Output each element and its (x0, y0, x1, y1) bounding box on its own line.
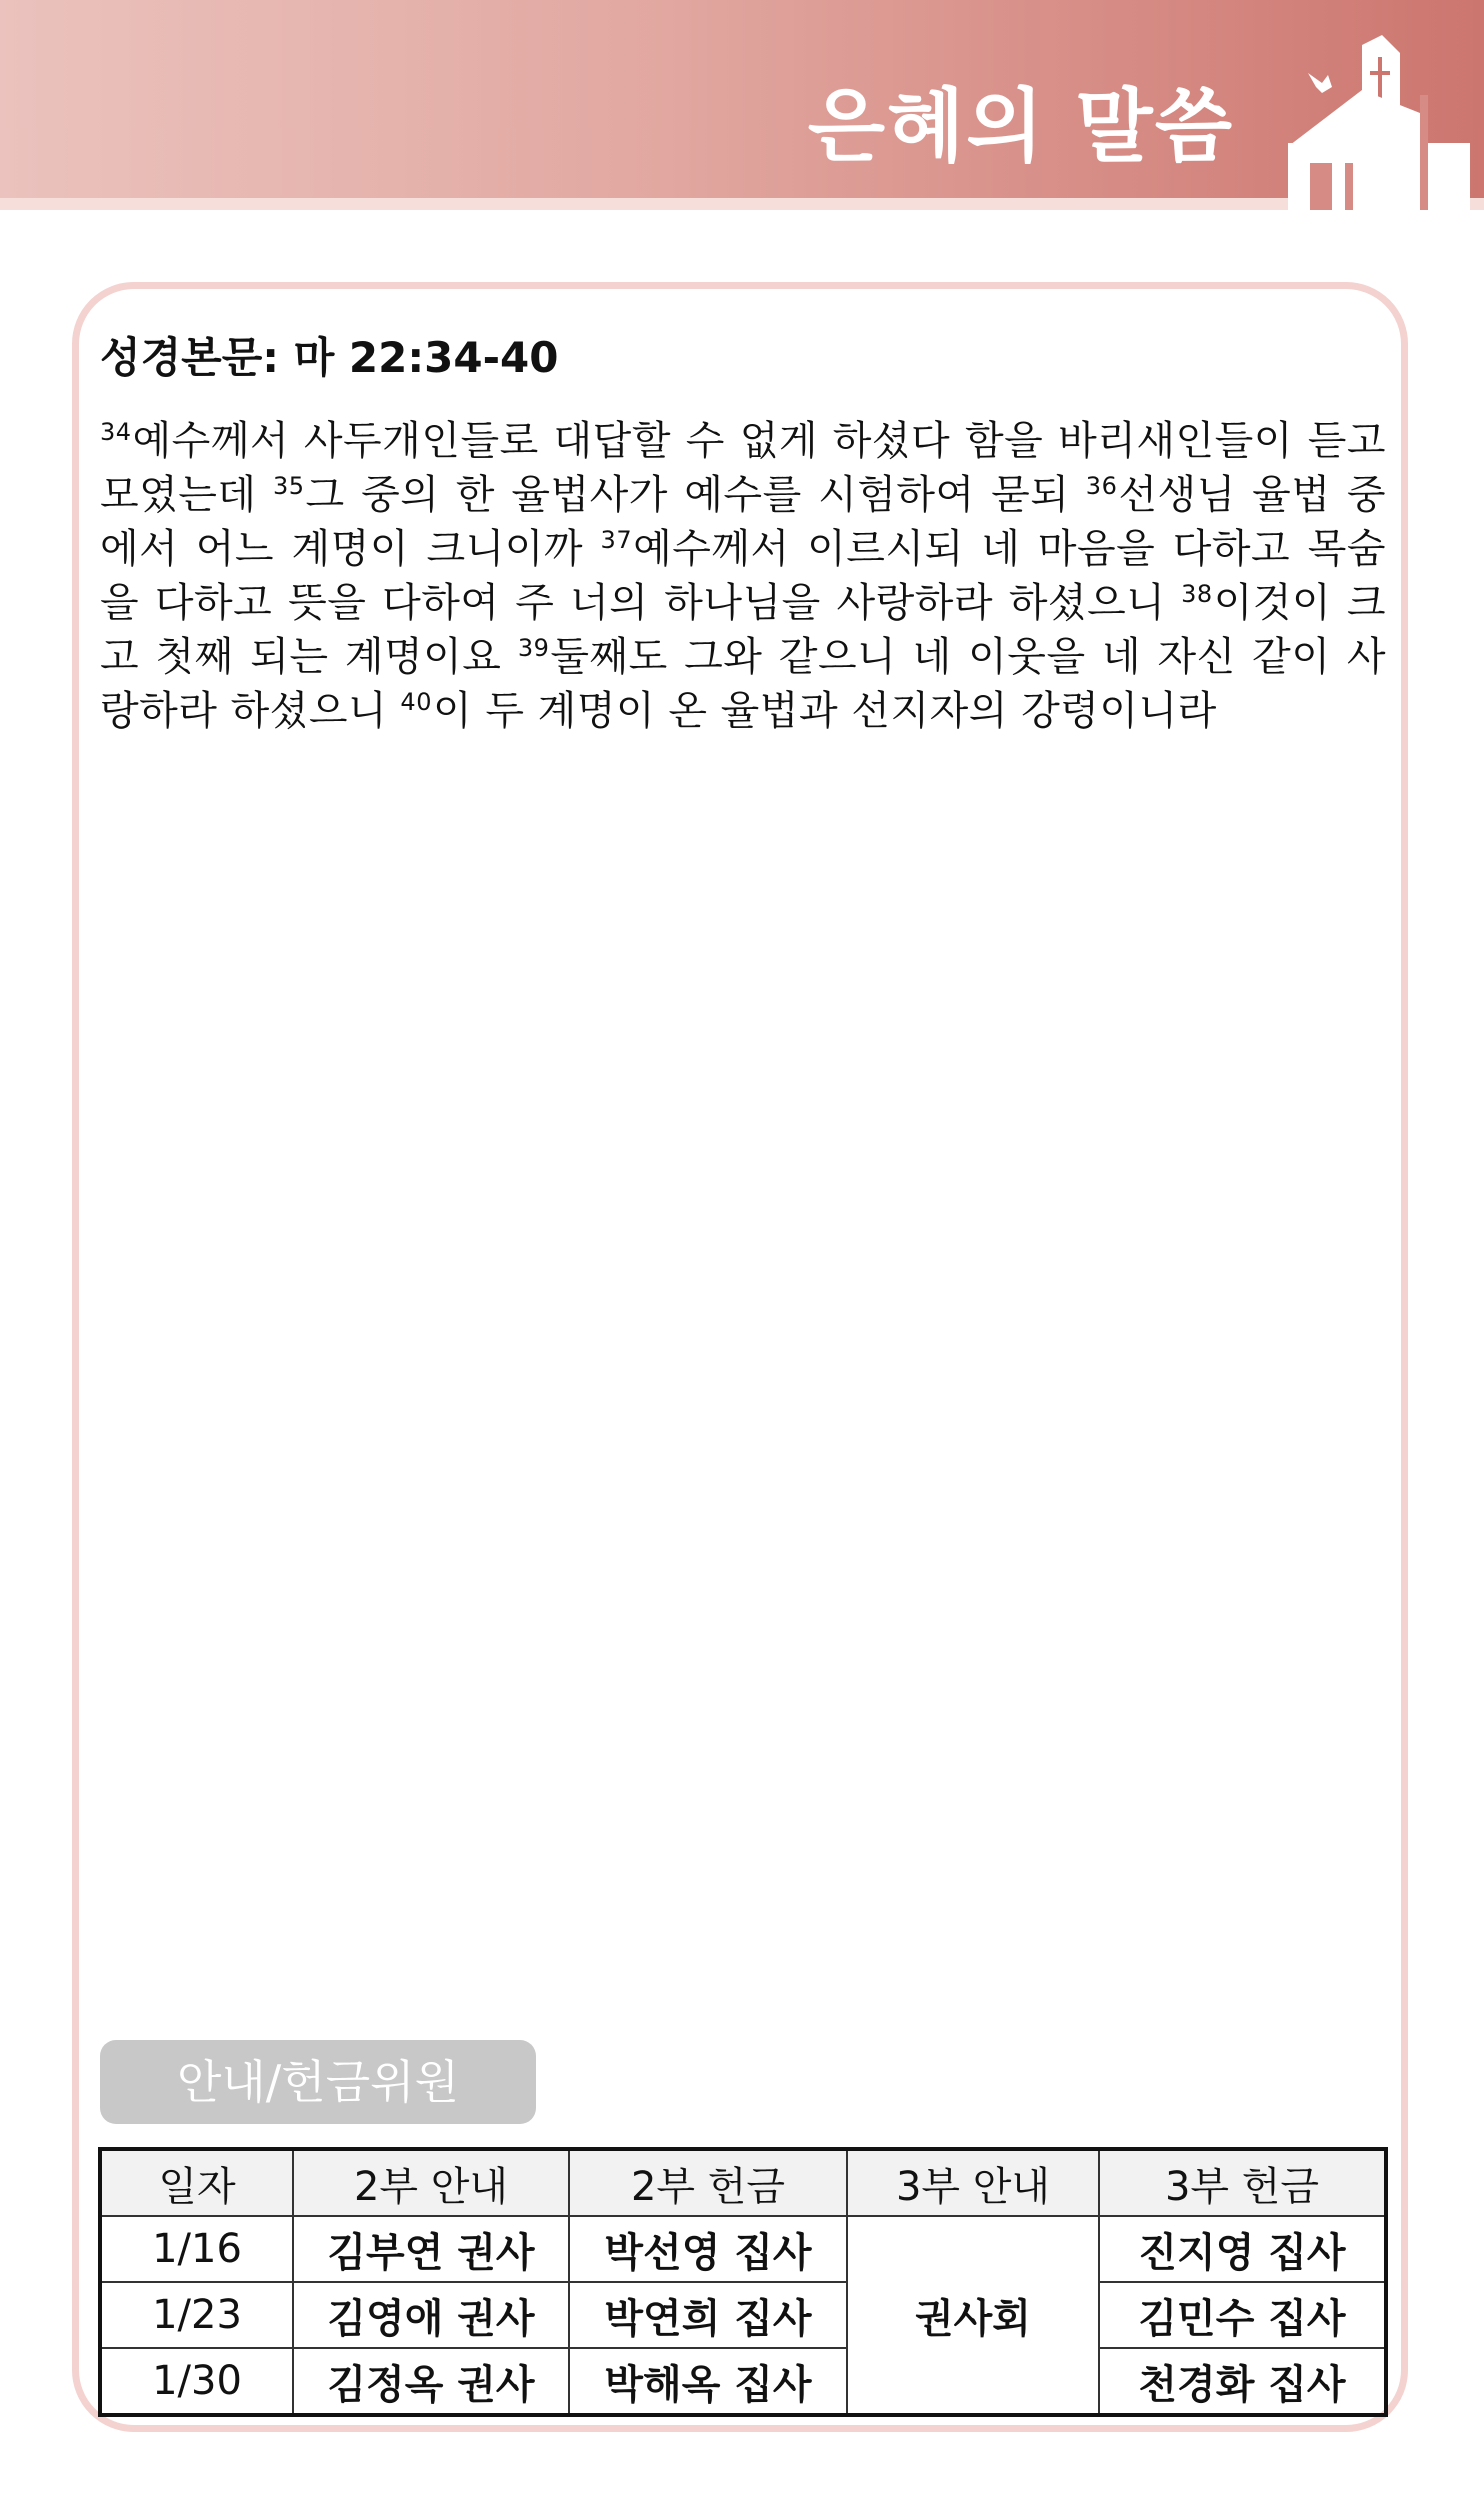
guide2-cell: 김영애 권사 (293, 2282, 569, 2348)
guide3-merged-cell: 권사회 (847, 2216, 1099, 2415)
offer2-cell: 박연희 집사 (569, 2282, 847, 2348)
verse-number: 40 (400, 688, 432, 716)
column-header: 3부 안내 (847, 2149, 1099, 2216)
duty-table (98, 2147, 1388, 2417)
guide2-cell: 김정옥 권사 (293, 2348, 569, 2415)
table-header-row (100, 2149, 1386, 2216)
column-header: 2부 안내 (293, 2149, 569, 2216)
date-cell: 1/30 (100, 2348, 293, 2415)
offer2-cell: 박해옥 집사 (569, 2348, 847, 2415)
duty-section-label: 안내/헌금위원 (100, 2040, 536, 2124)
table-row (100, 2348, 1386, 2415)
verse-text: 선생님 율법 중에서 어느 계명이 크니이까 (100, 472, 1387, 572)
scripture-passage (100, 414, 1386, 738)
column-header: 2부 헌금 (569, 2149, 847, 2216)
church-icon (1270, 35, 1470, 210)
verse-number: 36 (1085, 472, 1118, 500)
offer3-cell: 천경화 집사 (1099, 2348, 1386, 2415)
column-header: 3부 헌금 (1099, 2149, 1386, 2216)
verse-text: 예수께서 이르시되 네 마음을 다하고 목숨을 다하고 뜻을 다하여 주 너의 하나님을 사랑하라 하셨으니 (100, 526, 1386, 626)
date-cell: 1/23 (100, 2282, 293, 2348)
header-banner (0, 0, 1484, 210)
verse-text: 그 중의 한 율법사가 예수를 시험하여 묻되 (305, 472, 1086, 518)
guide2-cell: 김부연 권사 (293, 2216, 569, 2282)
verse-text: 이것이 크고 첫째 되는 계명이요 (100, 580, 1386, 680)
verse-text: 둘째도 그와 같으니 네 이웃을 네 자신 같이 사랑하라 하셨으니 (100, 634, 1386, 734)
verse-number: 34 (100, 418, 132, 446)
verse-text: 이 두 계명이 온 율법과 선지자의 강령이니라 (432, 688, 1217, 734)
date-cell: 1/16 (100, 2216, 293, 2282)
verse-number: 35 (272, 472, 305, 500)
scripture-reference: 성경본문: 마 22:34-40 (100, 333, 559, 382)
header-underline (0, 198, 1484, 210)
verse-number: 38 (1181, 580, 1213, 608)
offer3-cell: 진지영 집사 (1099, 2216, 1386, 2282)
column-header: 일자 (100, 2149, 293, 2216)
verse-number: 39 (517, 634, 550, 662)
page-title: 은혜의 말씀 (807, 80, 1234, 173)
offer2-cell: 박선영 집사 (569, 2216, 847, 2282)
table-row (100, 2282, 1386, 2348)
offer3-cell: 김민수 집사 (1099, 2282, 1386, 2348)
table-row (100, 2216, 1386, 2282)
verse-text: 예수께서 사두개인들로 대답할 수 없게 하셨다 함을 바리새인들이 듣고 모였는데 (100, 418, 1386, 518)
verse-number: 37 (600, 526, 633, 554)
